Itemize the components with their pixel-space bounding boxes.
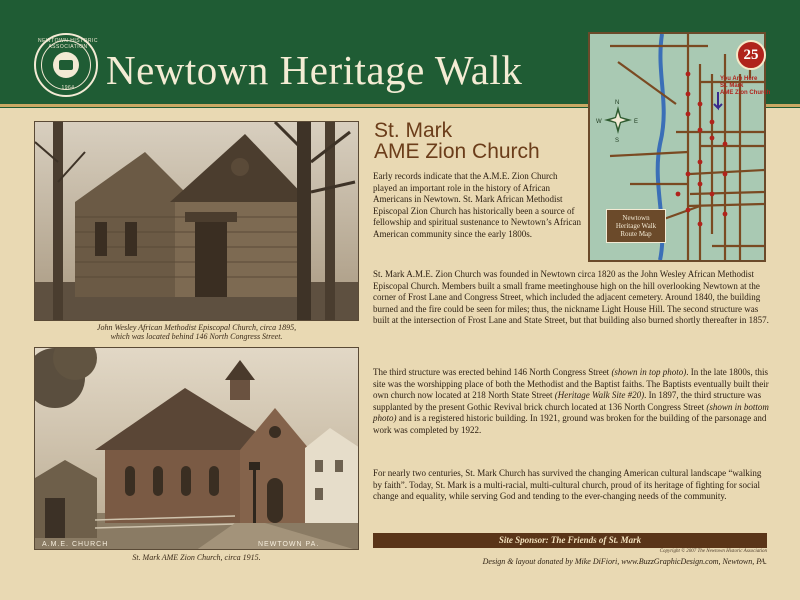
you-are-here-label <box>720 76 770 97</box>
photo-john-wesley-church <box>34 121 359 321</box>
caption-line: John Wesley African Methodist Episcopal Church, circa 1895, <box>96 323 297 332</box>
paragraph-founding: St. Mark A.M.E. Zion Church was founded in Newtown circa 1820 as the John Wesley African Methodist Episcopal Church. Members built a small frame meetinghouse high on the hill overlooking Newtown at the corner of Frost Lane and Congress Street, which included the adjacent cemetery. Around 1840, the building burned and the fire could be seen for miles; thus, the nickname Light House Hill. The second structure was built at the intersection of Frost Lane and State Street, but that building also burned shortly thereafter in 1857. <box>373 269 769 326</box>
svg-text:S: S <box>615 138 620 144</box>
seal-top-text: NEWTOWN HISTORIC ASSOCIATION <box>37 38 99 50</box>
site-sponsor-bar: Site Sponsor: The Friends of St. Mark <box>373 533 767 548</box>
paragraph-text: . In the late 1800s, this site was the worshipping place of both the Methodist and the Baptist faiths. The Baptists eventually built their own church now located at 218 North State Street <box>373 367 769 401</box>
route-map-label <box>606 209 666 243</box>
route-map-label-line: Newtown <box>622 214 650 222</box>
photo-print-left: A.M.E. CHURCH <box>42 541 109 548</box>
svg-text:N: N <box>615 100 620 106</box>
photo-print-right: NEWTOWN PA. <box>258 541 320 548</box>
paragraph-italic-note: (shown in bottom photo) <box>373 401 769 424</box>
church-title-line: St. Mark <box>374 119 453 142</box>
paragraph-text: The third structure was erected behind 146 North Congress Street <box>373 367 612 377</box>
paragraph-intro: Early records indicate that the A.M.E. Zion Church played an important role in the history of African Americans in Newtown. St. Mark African Methodist Episcopal Zion Church has historically been a source of fellowship and spiritual sustenance to Newtown’s African American community since the early 1800s. <box>373 171 581 239</box>
you-are-here-line: You Are Here <box>720 76 758 82</box>
svg-text:W: W <box>596 119 602 125</box>
historic-association-seal <box>34 33 98 97</box>
page-title: Newtown Heritage Walk <box>106 47 523 93</box>
you-are-here-line: St. Mark <box>720 83 744 89</box>
church-title-line: AME Zion Church <box>374 140 540 163</box>
seal-year: 1964 <box>61 85 75 91</box>
route-map-label-line: Route Map <box>620 230 652 238</box>
copyright-notice: Copyright © 2007 The Newtown Historic Association <box>659 549 767 554</box>
brick-church-photo-image <box>35 348 359 550</box>
seal-building-icon <box>53 52 79 78</box>
photo-st-mark-church <box>34 347 359 550</box>
paragraph-today: For nearly two centuries, St. Mark Church has survived the changing American cultural landscape “walking by faith”. Today, St. Mark is a multi-racial, multi-cultural church, proud of its heritage of fighting for social change and equality, while serving God and tending to the ever-changing needs of the community. <box>373 468 762 502</box>
paragraph-italic-note: (Heritage Walk Site #20) <box>554 390 645 401</box>
design-credit: Design & layout donated by Mike DiFiori, www.BuzzGraphicDesign.com, Newtown, PA. <box>482 557 767 566</box>
photo-top-caption <box>34 323 359 341</box>
route-map-label-line: Heritage Walk <box>615 222 657 230</box>
site-number-badge: 25 <box>736 40 766 70</box>
wooden-church-photo-image <box>35 122 359 321</box>
paragraph-italic-note: (shown in top photo) <box>611 367 687 377</box>
paragraph-third-structure <box>373 367 769 437</box>
church-title <box>374 120 589 162</box>
paragraph-text: . In 1897, the third structure was supplanted by the present Gothic Revival brick church located at 136 North Congress Street <box>373 390 762 412</box>
svg-text:E: E <box>634 119 639 125</box>
photo-bottom-caption: St. Mark AME Zion Church, circa 1915. <box>132 553 261 562</box>
you-are-here-line: AME Zion Church <box>720 90 771 96</box>
caption-line: which was located behind 146 North Congress Street. <box>110 332 283 341</box>
paragraph-text: and is a registered historic building. In 1921, ground was broken for the building of the parsonage and work was completed by 1922. <box>373 413 767 435</box>
